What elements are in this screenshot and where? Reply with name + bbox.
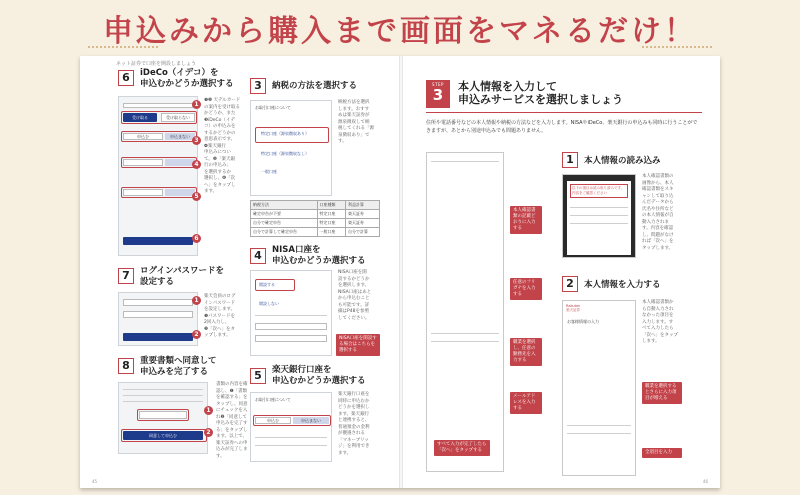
next-button[interactable] (427, 361, 503, 370)
dialog-line (570, 215, 628, 216)
sub-step-2-number: 2 (562, 276, 578, 292)
table-row (251, 228, 380, 237)
form-line (431, 333, 499, 334)
nisa-decline-option[interactable]: 開設しない (259, 301, 279, 306)
decorative-line-left (88, 46, 158, 52)
badge-1: 1 (192, 100, 201, 109)
table-cell: 確定申告が不要 (251, 210, 318, 219)
sub-step-1-note: 本人確認書類の 画像から、本人 確認書類をスキ ャンして取り込 んだデータから 氏名や住所など の本人情報が自 動入力されま す。内容を確認 し、問題がなけ れば「次へ」を タップします。 (642, 174, 674, 251)
highlight-ring (121, 187, 197, 198)
table-cell: 自分で計算して確定申告 (251, 228, 318, 237)
step-7-number: 7 (118, 268, 134, 284)
table-cell: 楽天証券 (346, 219, 380, 228)
sub-step-1-number: 1 (562, 152, 578, 168)
badge-1: 1 (192, 296, 201, 305)
highlight-ring (253, 415, 331, 426)
step-word: STEP (432, 82, 444, 87)
step-7-screen (118, 292, 198, 346)
table-row (251, 210, 380, 219)
table-cell: 特定口座 (317, 210, 346, 219)
nisa-open-option[interactable]: 開設する (259, 282, 275, 287)
badge-5: 5 (192, 192, 201, 201)
badge-3: 3 (192, 136, 201, 145)
step-number: 3 (432, 86, 444, 104)
sub-step-1-screen (562, 174, 636, 258)
table-header: 納税方法 (251, 201, 318, 210)
table-cell: 楽天証券 (346, 210, 380, 219)
all-fields-callout: 全項目を入力 (642, 448, 682, 458)
dialog-line (570, 207, 628, 208)
screen-title: お客様情報の入力 (567, 319, 599, 324)
sub-step-2-note: 本人確認書類か ら自動入力され なかった項目を 入力します。す べて入力したら 「次へ」をタップ します。 (642, 300, 678, 344)
decorative-line-right (642, 46, 712, 52)
table-cell: 自分で計算 (346, 228, 380, 237)
next-button[interactable] (123, 237, 193, 245)
agree-submit-button[interactable]: 同意して申込む (123, 431, 203, 440)
step-5-screen (250, 392, 332, 462)
apply-option[interactable]: 申込む (123, 133, 163, 140)
badge-2: 2 (192, 330, 201, 339)
step-6-note: ❶❷ 天デルカード の案内を受け取る かどうか、また ❸iDeCo（イデ コ）の申込みを するかどうかの 意思表示です。 ❹楽天銀行 申込みについ て。❺「楽天銀 行の申込み」 を選択するか 選択し、❻「次 へ」をタップし ます。 (204, 98, 241, 194)
step-4-number: 4 (250, 248, 266, 264)
alert-text: 以下の項目は読み取り済みです。 内容をご確認ください (570, 184, 628, 198)
step-5-title: 楽天銀行口座を 申込むかどうか選択する (272, 365, 366, 386)
headline: 申込みから購入まで画面をマネるだけ！ (103, 14, 697, 49)
badge-6: 6 (192, 234, 201, 243)
table-cell: 一般口座 (317, 228, 346, 237)
highlight-ring (121, 429, 207, 442)
step-3-number: 3 (250, 78, 266, 94)
step-3-note: 納税方法を選択 します。おすす めは楽天証券が 源泉徴収して納 税してくれる「源 泉徴収あり」で す。 (338, 100, 374, 144)
dialog-next-button[interactable]: 次へ (595, 182, 603, 187)
password-input[interactable] (123, 299, 193, 306)
highlight-ring (121, 111, 197, 124)
step-8-note: 書類の内容を確 認し、❶「書類 を確認する」を タップし、同意 にチェックを入 れ❷「同意して 申込みを完了す る」をタップし ます。以上で、 楽天証券への申 込みが完了しま す。 (216, 382, 248, 459)
highlight-ring (121, 157, 197, 168)
step-5-note: 楽天銀行口座を 同時に申込むか どうかを選択し ます。楽天銀行 と連携すると、 普通預金の金利 が優遇される 「マネーブリッ ジ」を利用でき ます。 (338, 392, 370, 456)
dialog (567, 181, 631, 255)
highlight-ring (427, 219, 501, 259)
option-field[interactable] (255, 323, 327, 330)
step-4-note: NISA口座を開 設するかどうか を選択します。 NISA口座はあと から申込むこと も可能です。詳 細はP48を参照 してください。 (338, 270, 372, 321)
step-6-title: iDeCo（イデコ）を 申込むかどうか選択する (140, 68, 234, 89)
table-header: 口座種類 (317, 201, 346, 210)
page-number-left: 45 (92, 479, 98, 484)
screen-title: お取引口座について (255, 105, 291, 110)
form-screenshot (426, 152, 504, 472)
highlight-ring (427, 370, 501, 383)
sub-step-1-title: 本人情報の読み込み (584, 156, 661, 166)
badge-4: 4 (192, 160, 201, 169)
doc-line (123, 395, 203, 396)
receive-button[interactable]: 受け取る (123, 113, 157, 122)
screen-header (123, 103, 193, 108)
callout-occupation: 職業を選択し、任意の勤務先を入力する (510, 338, 542, 366)
no-apply-option[interactable]: 申込まない (165, 133, 195, 140)
screen-title: お取引口座について (255, 397, 291, 402)
highlight-ring (427, 153, 501, 219)
step-4-title: NISA口座を 申込むかどうか選択する (272, 245, 366, 266)
step-8-number: 8 (118, 358, 134, 374)
form-line (431, 341, 499, 342)
nisa-callout: NISA口座を開設する場合はこちらを選択する (336, 334, 380, 356)
highlight-ring (137, 409, 189, 421)
step-3-title: 納税の方法を選択する (272, 81, 358, 91)
option-withholding[interactable]: 特定口座（源泉徴収あり） (261, 131, 309, 136)
step-8-title: 重要書類へ同意して 申込みを完了する (140, 356, 217, 377)
title-rule (426, 112, 702, 113)
step-4-screen (250, 270, 332, 356)
step-label (426, 80, 450, 108)
callout-kana: 任意のフリガナを入力する (510, 278, 542, 300)
tax-method-table (250, 200, 380, 237)
option-no-withholding[interactable]: 特定口座（源泉徴収なし） (261, 151, 309, 156)
divider (255, 445, 327, 446)
sub-step-2-screen (562, 300, 636, 476)
step-8-screen (118, 382, 208, 454)
occupation-callout: 職業を選択するとさらに入力項目が増える (642, 382, 682, 404)
running-head: ネット証券で口座を開設しましょう (116, 61, 197, 67)
option-field[interactable] (255, 335, 327, 342)
step-7-title: ログインパスワードを 設定する (140, 266, 224, 287)
step-6-screen (118, 96, 198, 256)
brand-logo: Rakuten 楽天証券 (566, 304, 581, 312)
step-6-number: 6 (118, 70, 134, 86)
step-7-note: 楽天会員のログ インパスワード を設定します。 ❶パスワードを 2回入力し、 ❷「次へ」をタ ップします。 (204, 294, 236, 338)
page-number-right: 46 (702, 479, 708, 484)
badge-1: 1 (204, 406, 213, 415)
step-3-screen (250, 100, 332, 196)
form-line (567, 425, 631, 426)
sub-step-2-title: 本人情報を入力する (584, 280, 661, 290)
table-row (251, 219, 380, 228)
table-cell: 特定口座 (317, 219, 346, 228)
bank-decline-option[interactable]: 申込まない (293, 417, 329, 424)
form-line (431, 161, 499, 162)
step-5-number: 5 (250, 368, 266, 384)
intro-text: 住所や電話番号などの本人情報や納税の方法などを入力します。NISAやiDeCo、楽天銀行の申込みも同時に行うことができますが、あとから別途申込みでも問題ありません。 (426, 120, 698, 134)
next-button[interactable] (123, 333, 193, 341)
dialog-line (570, 223, 628, 224)
book-spread (80, 56, 720, 488)
table-header: 利益計算 (346, 201, 380, 210)
doc-line (123, 401, 203, 402)
table-cell: 自分で確定申告 (251, 219, 318, 228)
badge-2: 2 (204, 428, 213, 437)
form-line (567, 433, 631, 434)
divider (255, 437, 327, 438)
doc-line (123, 389, 203, 390)
highlight-ring (121, 131, 197, 142)
password-confirm-input[interactable] (123, 311, 193, 318)
callout-email: メールアドレスを入力する (510, 392, 542, 414)
option-general[interactable]: 一般口座 (261, 169, 277, 174)
highlight-ring (427, 259, 501, 321)
divider (255, 315, 327, 316)
step-title: 本人情報を入力して 申込みサービスを選択しましょう (458, 80, 623, 106)
callout-name: 本人確認書類の記載どおりに入力する (510, 206, 542, 234)
bank-apply-option[interactable]: 申込む (255, 417, 291, 424)
callout-next: すべて入力が完了したら「次へ」をタップする (434, 440, 490, 456)
book-gutter (399, 56, 403, 488)
not-receive-button[interactable]: 受け取らない (161, 113, 195, 122)
